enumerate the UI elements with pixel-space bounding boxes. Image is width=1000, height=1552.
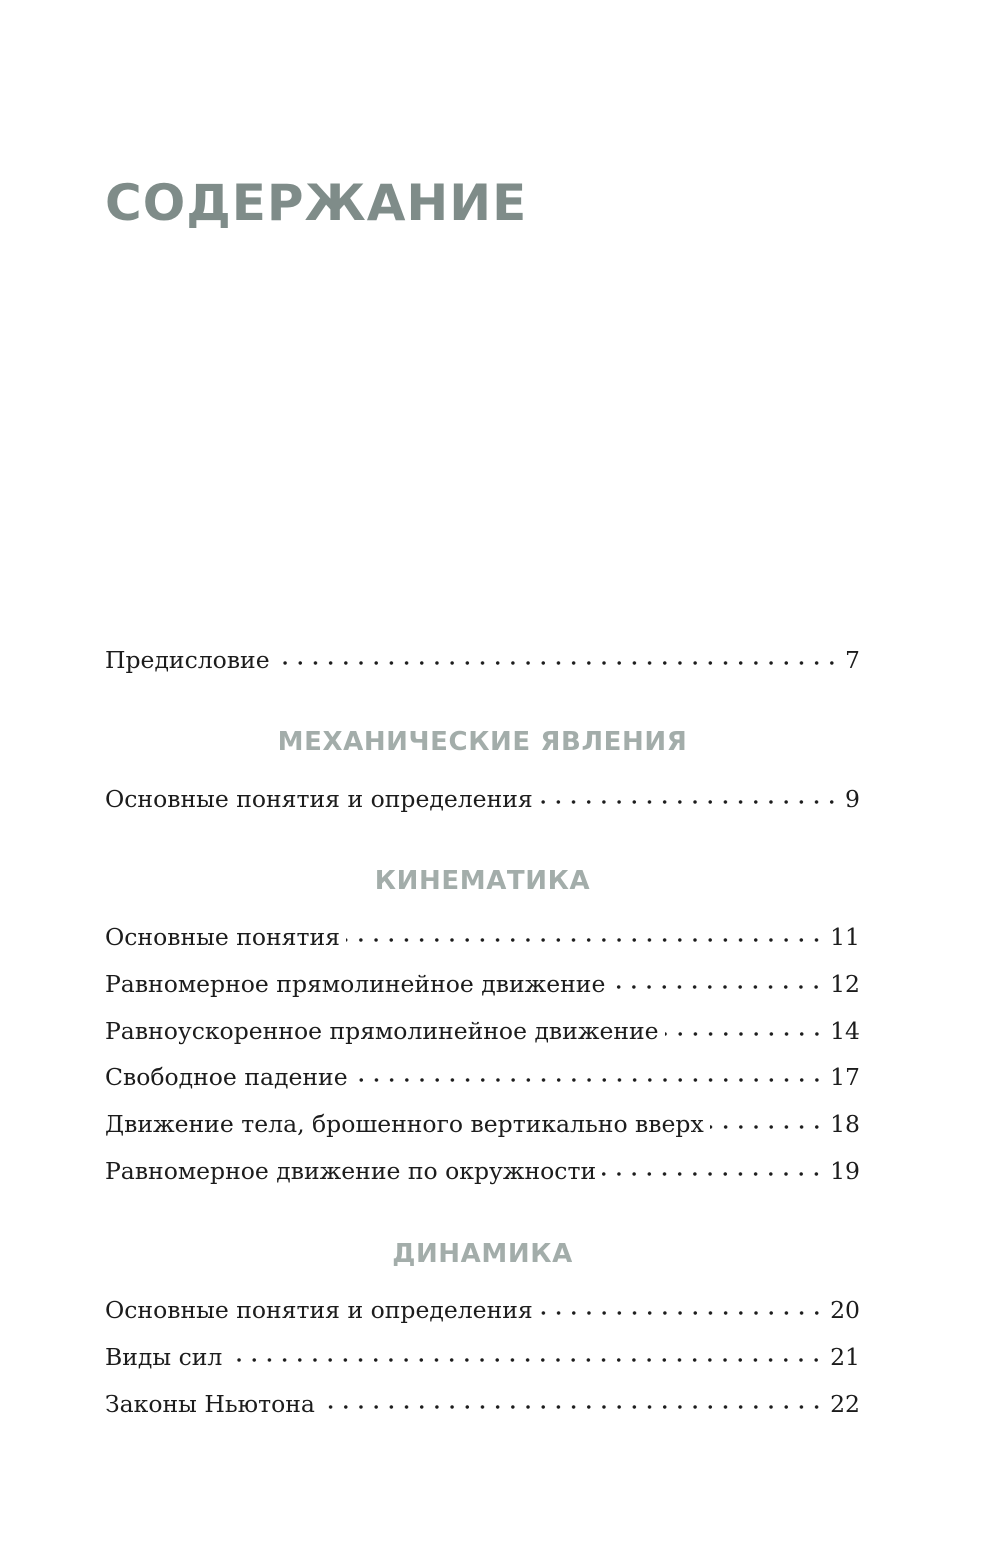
dot-leader [539, 1307, 824, 1319]
toc-entry[interactable] [105, 1154, 860, 1188]
dot-leader [321, 1401, 824, 1413]
section-heading-mechanical: МЕХАНИЧЕСКИЕ ЯВЛЕНИЯ [277, 727, 688, 757]
section-heading-dynamics: ДИНАМИКА [392, 1239, 573, 1269]
toc-entry-title: Движение тела, брошенного вертикально вверх [105, 1110, 704, 1138]
toc-entry-title: Равномерное движение по окружности [105, 1157, 597, 1185]
dot-leader [276, 657, 839, 669]
toc-entry-page: 12 [830, 970, 860, 998]
toc-entry-title: Предисловие [105, 646, 270, 674]
toc-entry[interactable] [105, 1340, 860, 1374]
toc-entry[interactable] [105, 1060, 860, 1094]
section-heading-kinematics: КИНЕМАТИКА [374, 866, 591, 896]
toc-entry-page: 14 [830, 1017, 860, 1045]
toc-entry-page: 17 [830, 1063, 860, 1091]
toc-entry-title: Основные понятия и определения [105, 785, 533, 813]
dot-leader [710, 1121, 824, 1133]
toc-entry[interactable] [105, 1387, 860, 1421]
toc-entry[interactable] [105, 1107, 860, 1141]
toc-entry-page: 7 [845, 646, 860, 674]
toc-entry[interactable] [105, 1293, 860, 1327]
toc-entry-title: Основные понятия и определения [105, 1296, 533, 1324]
toc-entry-preface[interactable] [105, 643, 860, 677]
toc-entry-page: 20 [830, 1296, 860, 1324]
toc-entry-title: Равноускоренное прямолинейное движение [105, 1017, 659, 1045]
toc-entry-title: Равномерное прямолинейное движение [105, 970, 606, 998]
page-title: СОДЕРЖАНИЕ [105, 174, 528, 232]
toc-entry[interactable] [105, 967, 860, 1001]
toc-entry-page: 18 [830, 1110, 860, 1138]
toc-entry[interactable] [105, 920, 860, 954]
toc-entry-title: Основные понятия [105, 923, 340, 951]
toc-entry-page: 21 [830, 1343, 860, 1371]
dot-leader [611, 981, 824, 993]
toc-entry[interactable] [105, 1014, 860, 1048]
dot-leader [539, 796, 839, 808]
dot-leader [665, 1028, 825, 1040]
toc-entry-title: Законы Ньютона [105, 1390, 315, 1418]
toc-entry-title: Свободное падение [105, 1063, 348, 1091]
dot-leader [346, 934, 824, 946]
dot-leader [602, 1168, 824, 1180]
dot-leader [228, 1354, 824, 1366]
toc-entry-page: 22 [830, 1390, 860, 1418]
toc-entry-page: 11 [830, 923, 860, 951]
dot-leader [354, 1074, 824, 1086]
toc-entry-page: 9 [845, 785, 860, 813]
toc-entry[interactable] [105, 782, 860, 816]
toc-entry-title: Виды сил [105, 1343, 223, 1371]
toc-entry-page: 19 [830, 1157, 860, 1185]
